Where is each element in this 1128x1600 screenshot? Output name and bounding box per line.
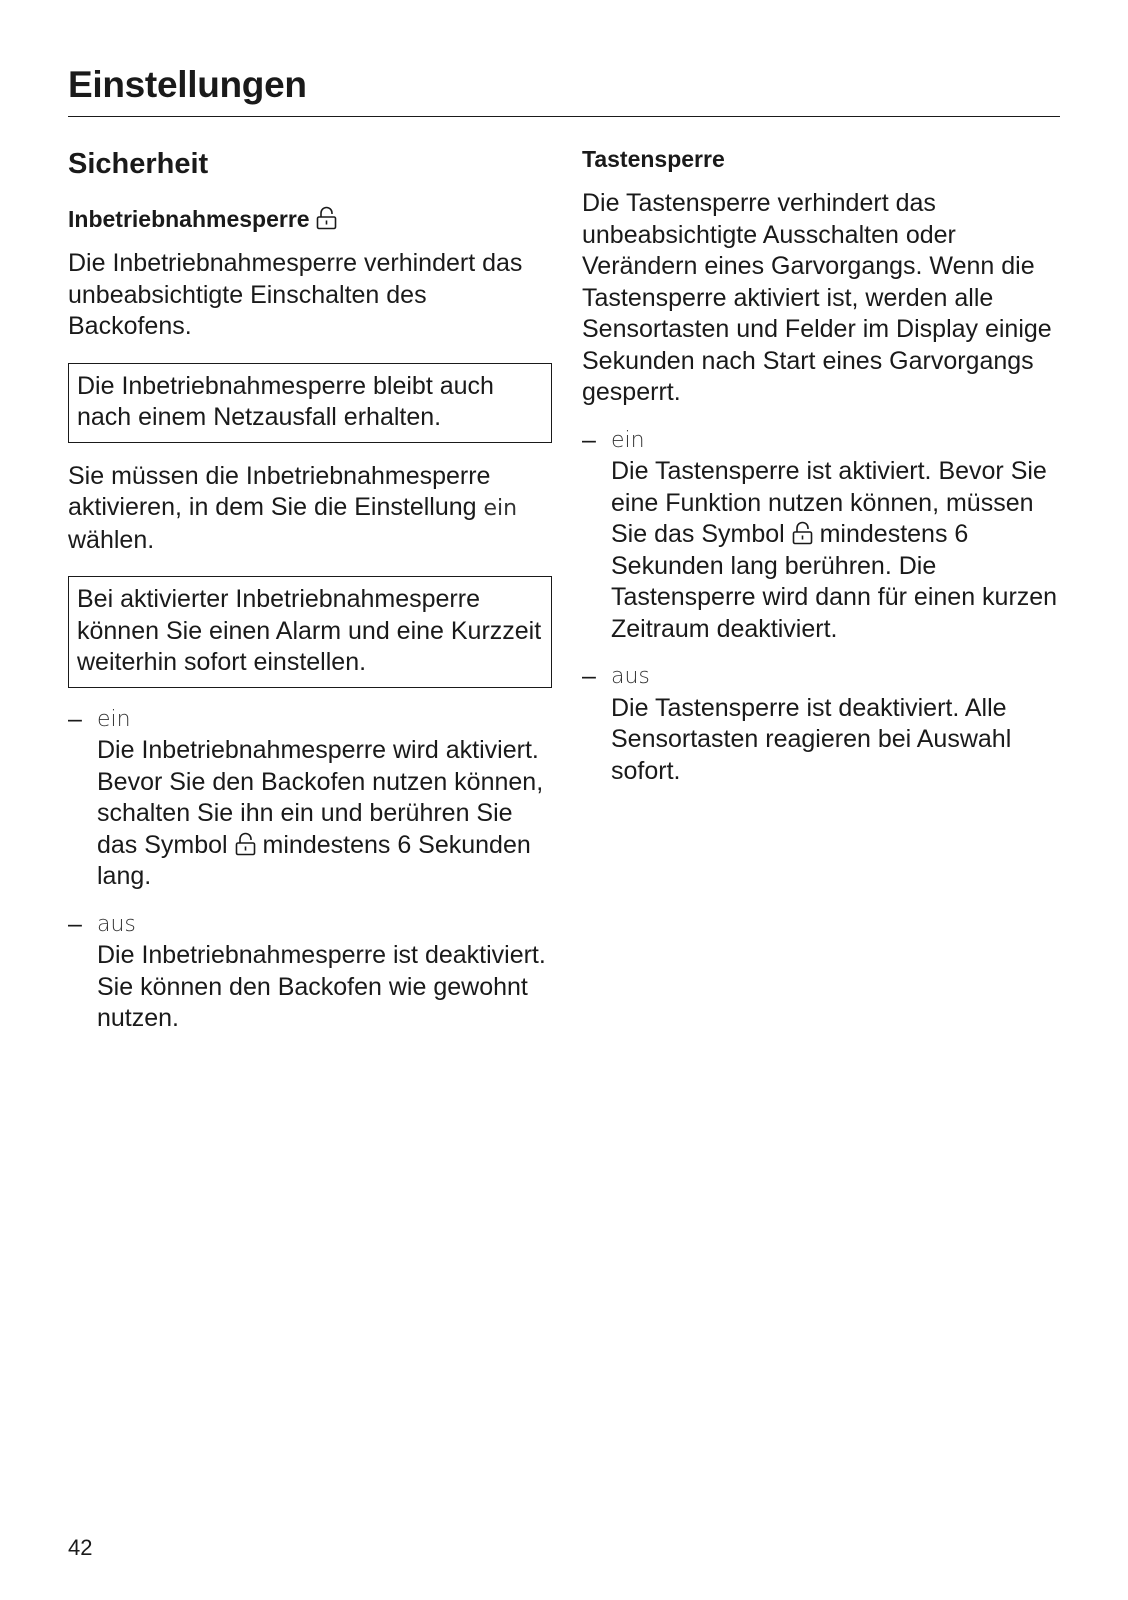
activation-text-before: Sie müssen die Inbetriebnahmesperre aktivieren, in dem Sie die Einstellung [68,461,491,521]
option-dash: – [68,704,82,733]
option-ein-inbetriebnahmesperre [68,704,552,893]
option-aus-description: Die Inbetriebnahmesperre ist deaktiviert. Sie können den Backofen wie gewohnt nutzen. [97,941,546,1032]
option-ein-text-after: mindestens 6 Sekunden lang. [97,830,531,890]
option-dash: – [582,662,596,690]
option-aus-description: Die Tastensperre ist deaktiviert. Alle Sensortasten reagieren bei Auswahl sofort. [611,693,1012,785]
page-title: Einstellungen [68,64,307,105]
option-aus-inbetriebnahmesperre [68,909,552,1035]
section-title-sicherheit: Sicherheit [68,148,209,180]
tastensperre-intro: Die Tastensperre verhindert das unbeabsichtigte Ausschalten oder Verändern eines Garvorgangs. Wenn die Tastensperre aktiviert ist, werden alle Sensortasten und Felder im Display einige Sekunden nach Start eines Garvorgangs gesperrt. [582,189,1052,406]
option-ein-description [611,456,1066,645]
option-value-ein: ein [611,427,645,453]
lock-icon [235,832,256,856]
option-ein-text-after: mindestens 6 Sekunden lang berühren. Die Tastensperre wird dann für einen kurzen Zeitraum deaktiviert. [611,520,1058,643]
option-value-aus: aus [611,664,650,689]
setting-value-ein: ein [483,496,518,521]
option-aus-tastensperre [582,661,1066,787]
note-box-netzausfall [68,363,552,443]
title-divider [68,116,1060,117]
subheading-inbetriebnahmesperre [68,204,552,234]
left-column [68,140,552,1035]
note-alarm-text: Bei aktivierter Inbetriebnahmesperre können Sie einen Alarm und eine Kurzzeit weiterhin sofort einstellen. [77,585,542,676]
option-ein-description [97,735,552,893]
option-ein-text-before: Die Tastensperre ist aktiviert. Bevor Sie eine Funktion nutzen können, müssen Sie das Symbol [611,457,1047,548]
subheading-tastensperre: Tastensperre [582,146,725,172]
option-ein-tastensperre [582,425,1066,646]
option-dash: – [582,425,596,454]
lock-icon [792,521,813,545]
lock-icon [316,206,337,230]
option-value-ein: ein [97,706,131,732]
right-column [582,140,1066,787]
activation-text-after: wählen. [68,525,155,554]
inbetriebnahmesperre-intro: Die Inbetriebnahmesperre verhindert das unbeabsichtigte Einschalten des Backofens. [68,249,523,340]
page-number: 42 [68,1535,93,1560]
option-ein-text-before: Die Inbetriebnahmesperre wird aktiviert. Bevor Sie den Backofen nutzen können, schalten Sie ihn ein und berühren Sie das Symbol [97,736,544,859]
note-box-alarm [68,576,552,688]
note-netzausfall-text: Die Inbetriebnahmesperre bleibt auch nach einem Netzausfall erhalten. [77,371,494,431]
option-value-aus: aus [97,911,136,937]
option-dash: – [68,909,82,938]
subheading-inbetriebnahmesperre-label: Inbetriebnahmesperre [68,206,310,232]
activation-paragraph [68,461,552,557]
